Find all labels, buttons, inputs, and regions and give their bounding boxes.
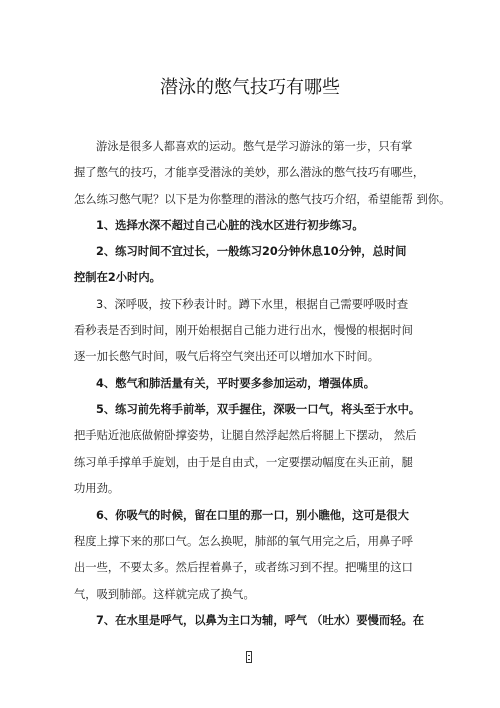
page-title: 潜泳的憋气技巧有哪些: [160, 77, 340, 98]
paragraph-line: 游泳是很多人都喜欢的运动。憋气是学习游泳的第一步，只有掌: [96, 140, 413, 153]
paragraph-line: 练习单手撑单手旋划，由于是自由式，一定要摆动幅度在头正前，腿: [74, 456, 413, 469]
paragraph-line: 7、在水里是呼气，以鼻为主口为辅，呼气 （吐水）要慢而轻。在: [96, 614, 425, 627]
paragraph-line: 把手贴近池底做俯卧撑姿势，让腿自然浮起然后将腿上下摆动， 然后: [74, 429, 417, 442]
page-number-icon: [246, 651, 252, 663]
paragraph-line: 看秒表是否到时间，刚开始根据自己能力进行出水，慢慢的根据时间: [74, 324, 413, 337]
paragraph-line: 握了憋气的技巧，才能享受潜泳的美妙，那么潜泳的憋气技巧有哪些，: [74, 166, 425, 179]
paragraph-line: 怎么练习憋气呢？以下是为你整理的潜泳的憋气技巧介绍，希望能帮 到你。: [74, 193, 451, 206]
paragraph-line: 逐一加长憋气时间，吸气后将空气突出还可以增加水下时间。: [74, 350, 380, 363]
paragraph-line: 6、你吸气的时候，留在口里的那一口，别小瞧他，这可是很大: [96, 509, 409, 522]
paragraph-line: 4、憋气和肺活量有关，平时要多参加运动，增强体质。: [96, 377, 375, 390]
paragraph-line: 控制在2小时内。: [74, 271, 161, 284]
paragraph-line: 3、深呼吸，按下秒表计时。蹲下水里，根据自己需要呼吸时查: [96, 298, 409, 311]
paragraph-line: 1、选择水深不超过自己心脏的浅水区进行初步练习。: [96, 219, 364, 232]
paragraph-line: 5、练习前先将手前举，双手握住，深吸一口气，将头至于水中。: [96, 403, 421, 416]
paragraph-line: 2、练习时间不宜过长，一般练习20分钟休息10分钟，总时间: [96, 245, 407, 258]
paragraph-line: 出一些，不要太多。然后捏着鼻子，或者练习到不捏。把嘴里的这口: [74, 561, 413, 574]
paragraph-line: 程度上撑下来的那口气。怎么换呢，肺部的氧气用完之后，用鼻子呼: [74, 535, 413, 548]
paragraph-line: 气，吸到肺部。这样就完成了换气。: [74, 588, 255, 601]
paragraph-line: 功用劲。: [74, 482, 120, 495]
